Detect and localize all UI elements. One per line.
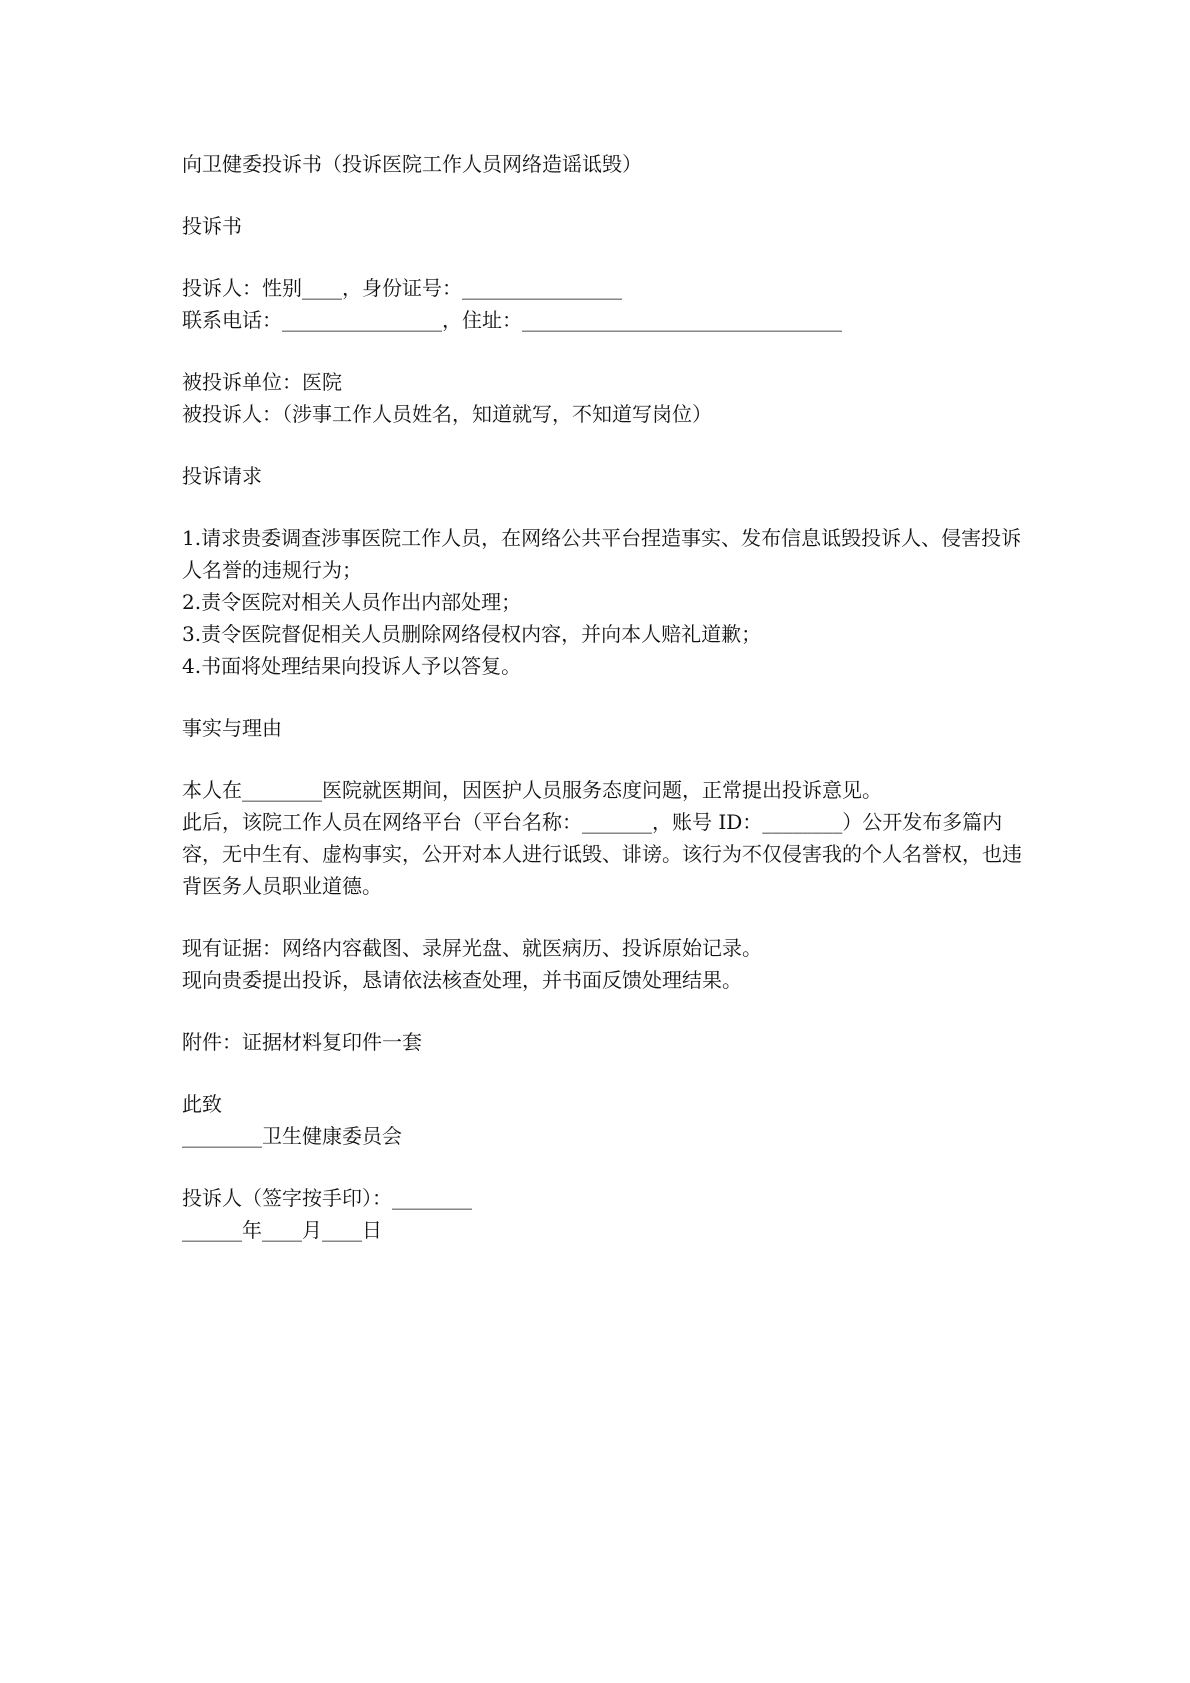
requests-heading: 投诉请求 [182,464,262,488]
document-title: 向卫健委投诉书（投诉医院工作人员网络造谣诋毁） [182,152,642,176]
request-item: 1.请求贵委调查涉事医院工作人员，在网络公共平台捏造事实、发布信息诋毁投诉人、侵害投诉人名誉的违规行为； [182,526,1022,582]
facts-heading: 事实与理由 [182,716,282,740]
request-item: 4.书面将处理结果向投诉人予以答复。 [182,654,522,678]
evidence-statement: 现有证据：网络内容截图、录屏光盘、就医病历、投诉原始记录。 [182,936,762,960]
request-item: 3.责令医院督促相关人员删除网络侵权内容，并向本人赔礼道歉； [182,622,762,646]
complainant-info-line-2: 联系电话：________________，住址：________________________________ [182,308,842,332]
complainant-info-line-1: 投诉人：性别____，身份证号：________________ [182,276,622,300]
attachment-note: 附件：证据材料复印件一套 [182,1030,422,1054]
date-line: ______年____月____日 [182,1218,382,1242]
request-item: 2.责令医院对相关人员作出内部处理； [182,590,522,614]
document-heading: 投诉书 [182,214,242,238]
closing-recipient: ________卫生健康委员会 [182,1124,402,1148]
complaint-document [182,148,1022,1246]
closing-salute: 此致 [182,1092,222,1116]
respondent-person: 被投诉人：（涉事工作人员姓名，知道就写，不知道写岗位） [182,402,712,426]
signature-line: 投诉人（签字按手印）：________ [182,1186,472,1210]
respondent-unit: 被投诉单位：医院 [182,370,342,394]
complaint-request-statement: 现向贵委提出投诉，恳请依法核查处理，并书面反馈处理结果。 [182,968,742,992]
facts-paragraph-1: 本人在________医院就医期间，因医护人员服务态度问题，正常提出投诉意见。 [182,778,882,802]
facts-paragraph-2: 此后，该院工作人员在网络平台（平台名称：_______，账号 ID：________）公开发布多篇内容，无中生有、虚构事实，公开对本人进行诋毁、诽谤。该行为不仅侵害我的个人名誉权，也违背医务人员职业道德。 [182,810,1022,898]
